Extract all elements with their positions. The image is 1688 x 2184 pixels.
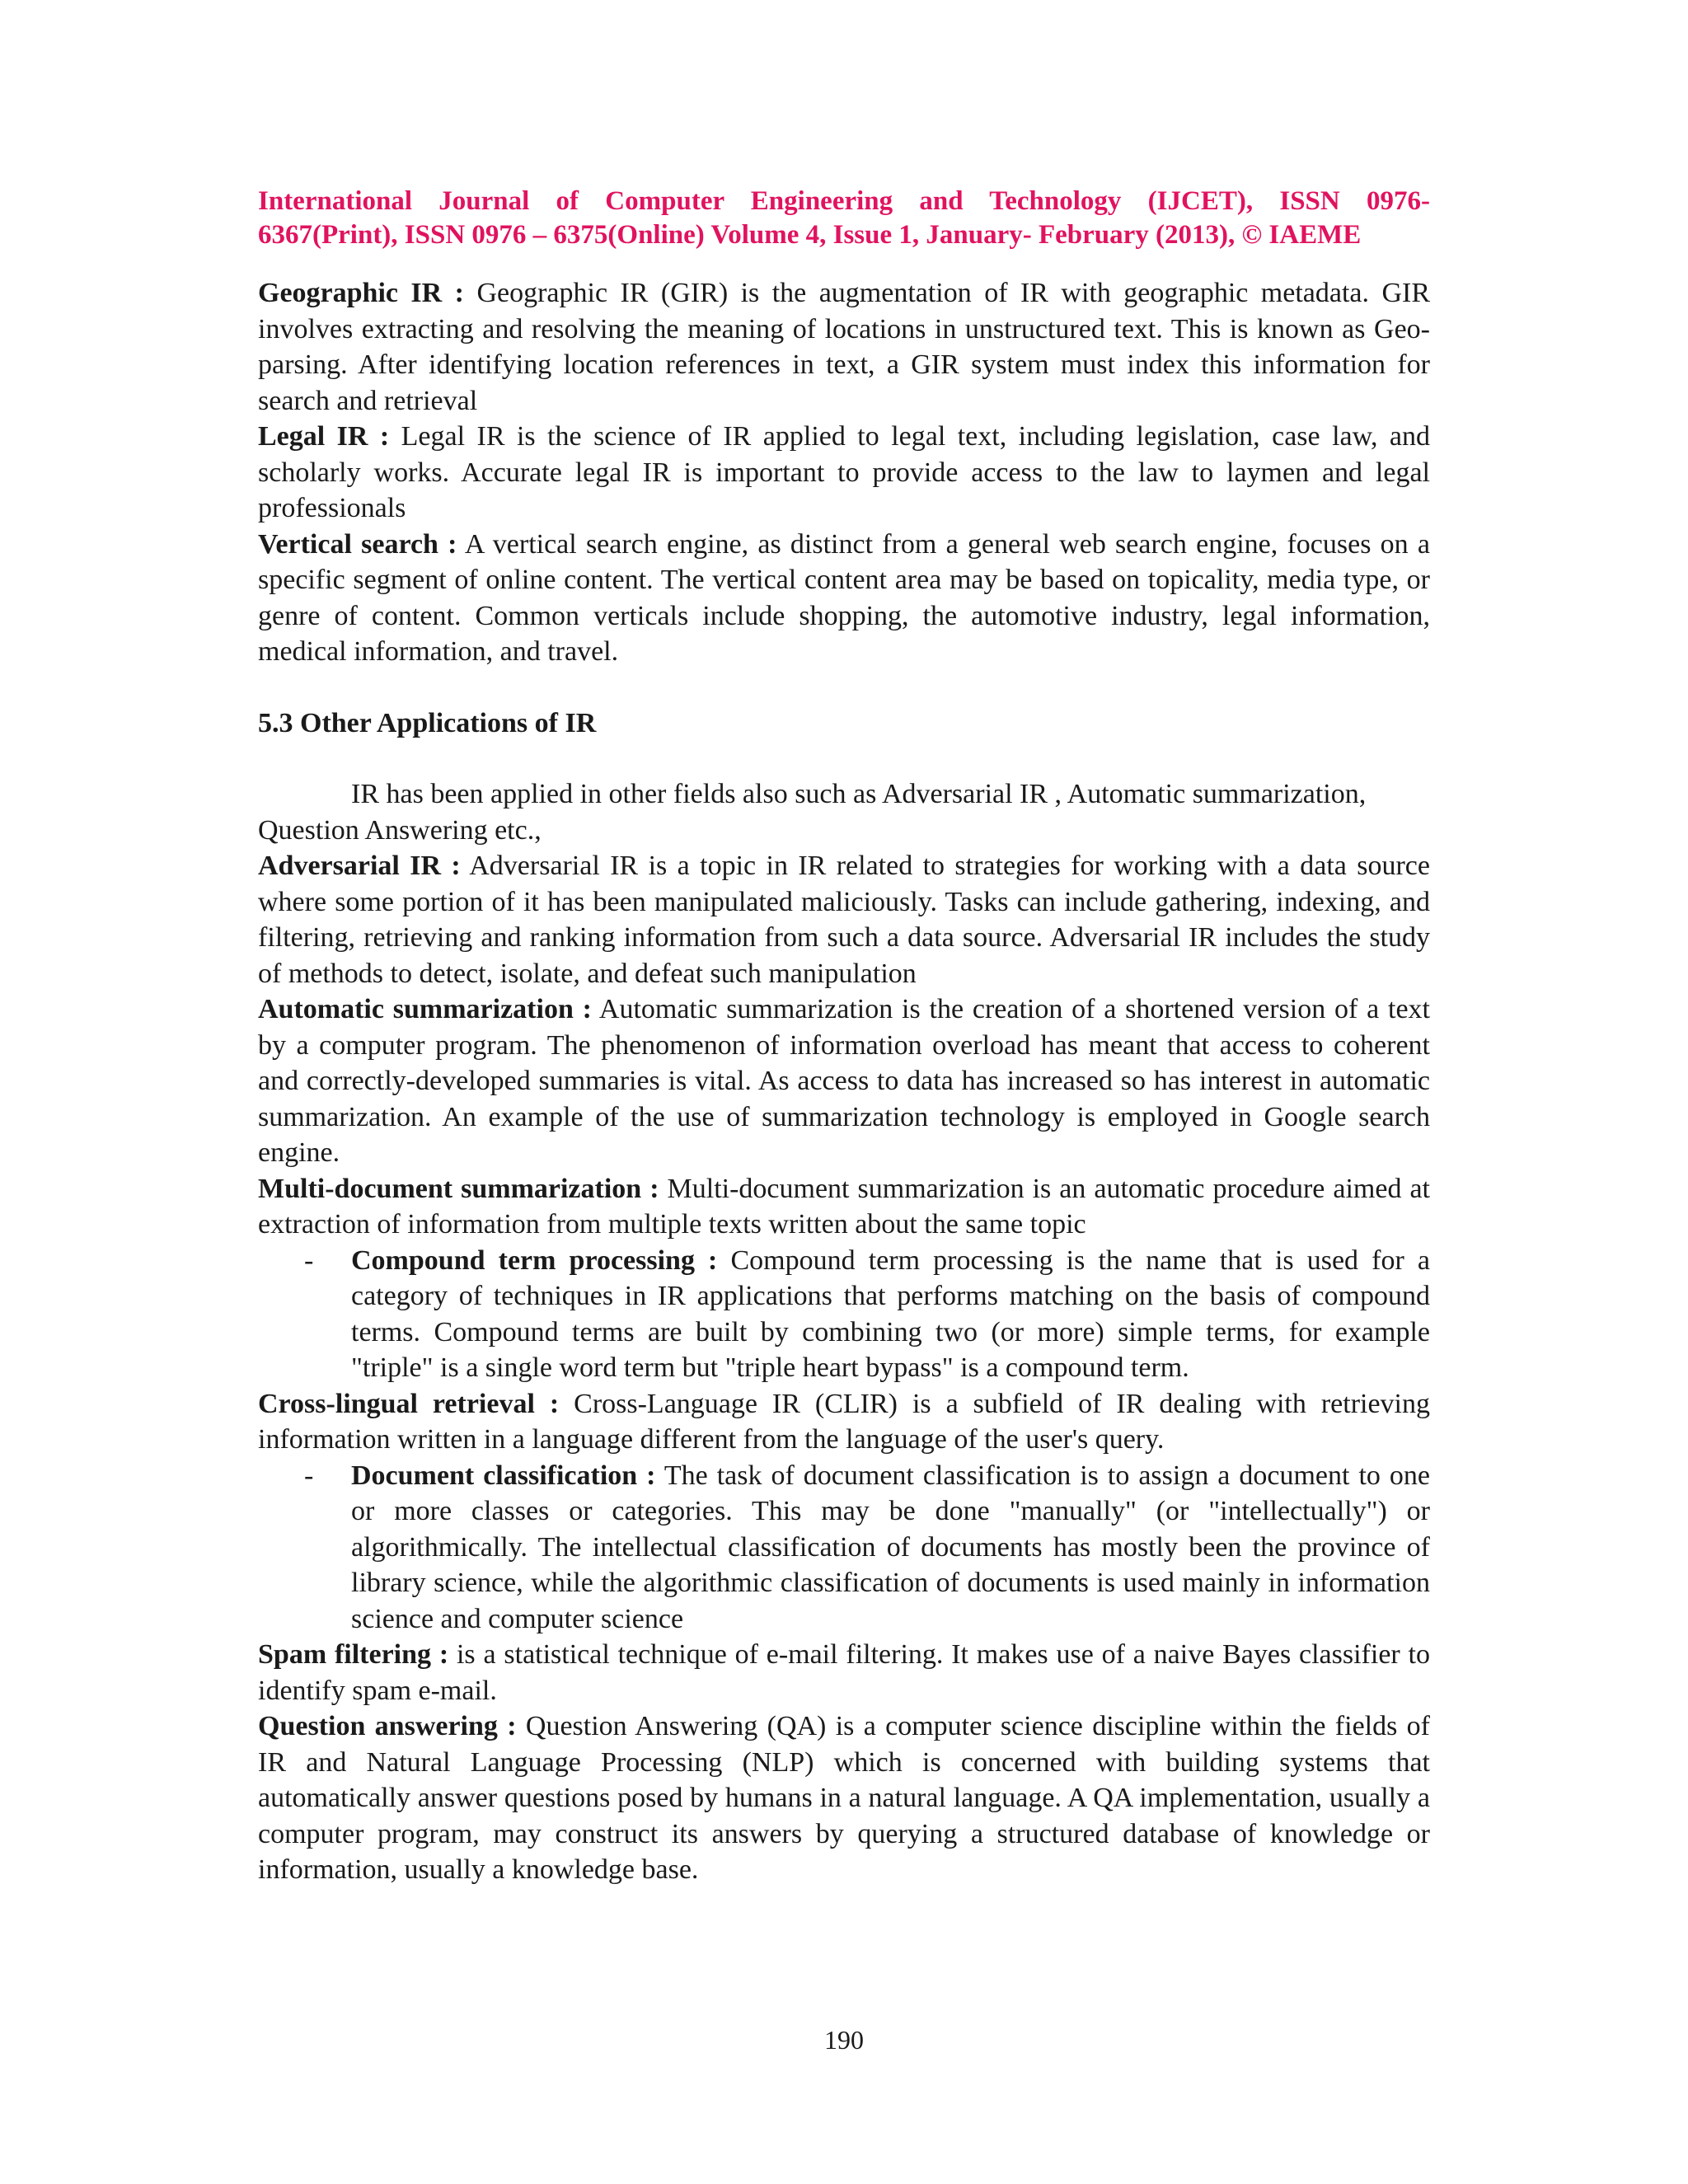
section-intro: IR has been applied in other fields also such as Adversarial IR , Automatic summarization, Question Answering etc., (258, 779, 1367, 846)
vertical-search-term: Vertical search : (258, 528, 457, 560)
compound-term-processing-term: Compound term processing : (351, 1244, 718, 1276)
adversarial-ir-paragraph (258, 848, 1430, 991)
cross-lingual-retrieval-term: Cross-lingual retrieval : (258, 1388, 560, 1419)
spam-filtering-text: is a statistical technique of e-mail filtering. It makes use of a naive Bayes classifier to identify spam e-mail. (258, 1639, 1430, 1706)
compound-term-processing-item (258, 1243, 1430, 1386)
multi-document-summarization-text: Multi-document summarization is an automatic procedure aimed at extraction of information from multiple texts written about the same topic (258, 1173, 1430, 1240)
question-answering-paragraph (258, 1708, 1430, 1888)
multi-document-summarization-term: Multi-document summarization : (258, 1173, 659, 1204)
spam-filtering-term: Spam filtering : (258, 1639, 449, 1670)
adversarial-ir-term: Adversarial IR : (258, 851, 461, 881)
list-dash: - (304, 1244, 314, 1276)
geographic-ir-paragraph (258, 275, 1430, 419)
compound-term-processing-text: Compound term processing is the name that is used for a category of techniques in IR applications that performs matching on the basis of compound terms. Compound terms are built by combining two (or more) simple terms, for example "triple" is a single word term but "triple heart bypass" is a compound term. (351, 1244, 1431, 1383)
automatic-summarization-term: Automatic summarization : (258, 994, 592, 1024)
document-classification-item (258, 1458, 1430, 1638)
cross-lingual-retrieval-text: Cross-Language IR (CLIR) is a subfield of IR dealing with retrieving information written in a language different from the language of the user's query. (258, 1388, 1430, 1455)
vertical-search-text: A vertical search engine, as distinct from a general web search engine, focuses on a specific segment of online content. The vertical content area may be based on topicality, media type, or genre of content. Common verticals include shopping, the automotive industry, legal information, medical information, and travel. (258, 528, 1431, 667)
question-answering-term: Question answering : (258, 1711, 517, 1741)
document-classification-term: Document classification : (351, 1460, 656, 1491)
vertical-search-paragraph (258, 527, 1430, 670)
automatic-summarization-text: Automatic summarization is the creation of a shortened version of a text by a computer program. The phenomenon of information overload has meant that access to coherent and correctly-developed summaries is vital. As access to data has increased so has interest in automatic summarization. An example of the use of summarization technology is employed in Google search engine. (258, 994, 1430, 1168)
journal-header-line-2: 6367(Print), ISSN 0976 – 6375(Online) Volume 4, Issue 1, January- February (2013), © IAEME (258, 220, 1362, 250)
list-dash: - (304, 1460, 314, 1491)
geographic-ir-text: Geographic IR (GIR) is the augmentation of IR with geographic metadata. GIR involves extracting and resolving the meaning of locations in unstructured text. This is known as Geo-parsing. After identifying location references in text, a GIR system must index this information for search and retrieval (258, 278, 1431, 416)
multi-document-summarization-paragraph (258, 1171, 1430, 1243)
automatic-summarization-paragraph (258, 991, 1430, 1171)
legal-ir-term: Legal IR : (258, 421, 390, 452)
section-heading: 5.3 Other Applications of IR (258, 707, 597, 738)
page-number: 190 (824, 2025, 864, 2055)
journal-header-line-1: International Journal of Computer Engineering and Technology (IJCET), ISSN 0976- (258, 186, 1430, 216)
legal-ir-text: Legal IR is the science of IR applied to legal text, including legislation, case law, and scholarly works. Accurate legal IR is important to provide access to the law to laymen and legal professionals (258, 421, 1430, 523)
document-classification-text: The task of document classification is to assign a document to one or more classes or categories. This may be done "manually" (or "intellectually") or algorithmically. The intellectual classification of documents has mostly been the province of library science, while the algorithmic classification of documents is used mainly in information science and computer science (351, 1460, 1430, 1634)
adversarial-ir-text: Adversarial IR is a topic in IR related to strategies for working with a data source where some portion of it has been manipulated maliciously. Tasks can include gathering, indexing, and filtering, retrieving and ranking information from such a data source. Adversarial IR includes the study of methods to detect, isolate, and defeat such manipulation (258, 851, 1430, 989)
question-answering-text: Question Answering (QA) is a computer science discipline within the fields of IR and Natural Language Processing (NLP) which is concerned with building systems that automatically answer questions posed by humans in a natural language. A QA implementation, usually a computer program, may construct its answers by querying a structured database of knowledge or information, usually a knowledge base. (258, 1711, 1430, 1885)
cross-lingual-retrieval-paragraph (258, 1386, 1430, 1458)
legal-ir-paragraph (258, 419, 1430, 527)
journal-header (258, 185, 1430, 252)
spam-filtering-paragraph (258, 1637, 1430, 1708)
page-content (258, 185, 1430, 1888)
geographic-ir-term: Geographic IR : (258, 278, 464, 308)
